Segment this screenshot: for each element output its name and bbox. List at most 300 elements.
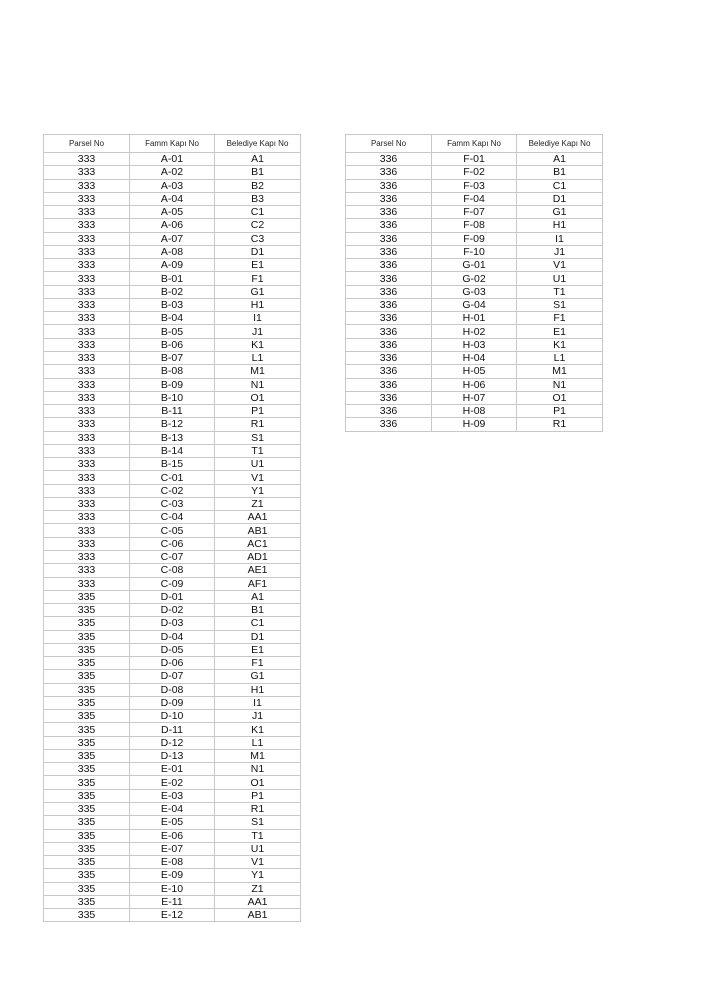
- famm-kapi-no-cell: D-07: [130, 670, 215, 683]
- famm-kapi-no-cell: D-02: [130, 604, 215, 617]
- belediye-kapi-no-cell: C1: [517, 179, 603, 192]
- famm-kapi-no-cell: D-09: [130, 696, 215, 709]
- table-row: [44, 298, 301, 311]
- famm-kapi-no-cell: D-10: [130, 710, 215, 723]
- belediye-kapi-no-cell: R1: [517, 418, 603, 431]
- belediye-kapi-no-cell: G1: [517, 206, 603, 219]
- table-row: [44, 842, 301, 855]
- header-parsel-no: Parsel No: [346, 135, 432, 153]
- table-row: [44, 643, 301, 656]
- famm-kapi-no-cell: C-06: [130, 537, 215, 550]
- belediye-kapi-no-cell: F1: [517, 312, 603, 325]
- table-row: [346, 206, 603, 219]
- table-row: [44, 458, 301, 471]
- parsel-no-cell: 336: [346, 245, 432, 258]
- parsel-no-cell: 336: [346, 418, 432, 431]
- famm-kapi-no-cell: B-10: [130, 391, 215, 404]
- belediye-kapi-no-cell: P1: [215, 405, 301, 418]
- table-row: [44, 630, 301, 643]
- parsel-no-cell: 335: [44, 895, 130, 908]
- parsel-no-cell: 336: [346, 378, 432, 391]
- parsel-no-cell: 333: [44, 338, 130, 351]
- famm-kapi-no-cell: F-07: [432, 206, 517, 219]
- belediye-kapi-no-cell: C2: [215, 219, 301, 232]
- famm-kapi-no-cell: F-08: [432, 219, 517, 232]
- belediye-kapi-no-cell: C1: [215, 206, 301, 219]
- belediye-kapi-no-cell: B1: [215, 166, 301, 179]
- belediye-kapi-no-cell: T1: [517, 285, 603, 298]
- table-row: [44, 245, 301, 258]
- famm-kapi-no-cell: F-03: [432, 179, 517, 192]
- famm-kapi-no-cell: E-10: [130, 882, 215, 895]
- table-row: [44, 325, 301, 338]
- famm-kapi-no-cell: B-08: [130, 365, 215, 378]
- table-row: [44, 272, 301, 285]
- famm-kapi-no-cell: B-15: [130, 458, 215, 471]
- famm-kapi-no-cell: B-05: [130, 325, 215, 338]
- belediye-kapi-no-cell: J1: [215, 325, 301, 338]
- parsel-no-cell: 336: [346, 338, 432, 351]
- famm-kapi-no-cell: A-01: [130, 153, 215, 166]
- belediye-kapi-no-cell: B1: [517, 166, 603, 179]
- table-row: [346, 351, 603, 364]
- famm-kapi-no-cell: H-06: [432, 378, 517, 391]
- parsel-no-cell: 336: [346, 259, 432, 272]
- famm-kapi-no-cell: C-08: [130, 564, 215, 577]
- famm-kapi-no-cell: A-09: [130, 259, 215, 272]
- famm-kapi-no-cell: B-09: [130, 378, 215, 391]
- belediye-kapi-no-cell: H1: [517, 219, 603, 232]
- table-row: [44, 471, 301, 484]
- table-row: [346, 153, 603, 166]
- belediye-kapi-no-cell: L1: [215, 351, 301, 364]
- table-row: [346, 259, 603, 272]
- belediye-kapi-no-cell: C1: [215, 617, 301, 630]
- belediye-kapi-no-cell: B2: [215, 179, 301, 192]
- famm-kapi-no-cell: G-01: [432, 259, 517, 272]
- famm-kapi-no-cell: D-13: [130, 749, 215, 762]
- header-famm-kapi-no: Famm Kapı No: [130, 135, 215, 153]
- belediye-kapi-no-cell: AE1: [215, 564, 301, 577]
- table-row: [44, 259, 301, 272]
- parsel-no-cell: 335: [44, 776, 130, 789]
- parsel-no-cell: 333: [44, 458, 130, 471]
- parsel-no-cell: 333: [44, 272, 130, 285]
- table-row: [346, 312, 603, 325]
- parsel-no-cell: 333: [44, 444, 130, 457]
- famm-kapi-no-cell: E-08: [130, 856, 215, 869]
- parsel-no-cell: 333: [44, 418, 130, 431]
- famm-kapi-no-cell: B-13: [130, 431, 215, 444]
- famm-kapi-no-cell: F-01: [432, 153, 517, 166]
- famm-kapi-no-cell: F-02: [432, 166, 517, 179]
- belediye-kapi-no-cell: R1: [215, 803, 301, 816]
- famm-kapi-no-cell: A-06: [130, 219, 215, 232]
- header-row: [346, 135, 603, 153]
- parsel-no-cell: 335: [44, 696, 130, 709]
- parsel-no-cell: 333: [44, 511, 130, 524]
- famm-kapi-no-cell: F-04: [432, 192, 517, 205]
- famm-kapi-no-cell: C-04: [130, 511, 215, 524]
- famm-kapi-no-cell: H-04: [432, 351, 517, 364]
- table-row: [44, 670, 301, 683]
- table-row: [44, 219, 301, 232]
- belediye-kapi-no-cell: K1: [517, 338, 603, 351]
- famm-kapi-no-cell: B-01: [130, 272, 215, 285]
- famm-kapi-no-cell: H-02: [432, 325, 517, 338]
- belediye-kapi-no-cell: V1: [215, 856, 301, 869]
- right-table-body: [346, 153, 603, 432]
- parsel-no-cell: 336: [346, 391, 432, 404]
- table-row: [346, 179, 603, 192]
- table-row: [346, 298, 603, 311]
- belediye-kapi-no-cell: I1: [215, 696, 301, 709]
- parsel-no-cell: 333: [44, 259, 130, 272]
- belediye-kapi-no-cell: A1: [517, 153, 603, 166]
- table-row: [44, 604, 301, 617]
- parsel-no-cell: 333: [44, 405, 130, 418]
- belediye-kapi-no-cell: N1: [215, 378, 301, 391]
- table-row: [346, 245, 603, 258]
- parsel-no-cell: 335: [44, 643, 130, 656]
- parsel-no-cell: 336: [346, 285, 432, 298]
- famm-kapi-no-cell: H-03: [432, 338, 517, 351]
- table-row: [346, 391, 603, 404]
- belediye-kapi-no-cell: E1: [215, 643, 301, 656]
- famm-kapi-no-cell: A-08: [130, 245, 215, 258]
- parsel-no-cell: 336: [346, 192, 432, 205]
- parsel-no-cell: 336: [346, 325, 432, 338]
- belediye-kapi-no-cell: N1: [215, 763, 301, 776]
- famm-kapi-no-cell: C-05: [130, 524, 215, 537]
- parsel-no-cell: 333: [44, 524, 130, 537]
- famm-kapi-no-cell: H-09: [432, 418, 517, 431]
- parsel-no-cell: 333: [44, 497, 130, 510]
- parsel-no-cell: 333: [44, 471, 130, 484]
- belediye-kapi-no-cell: T1: [215, 444, 301, 457]
- header-row: [44, 135, 301, 153]
- famm-kapi-no-cell: E-04: [130, 803, 215, 816]
- famm-kapi-no-cell: D-03: [130, 617, 215, 630]
- famm-kapi-no-cell: D-05: [130, 643, 215, 656]
- famm-kapi-no-cell: A-02: [130, 166, 215, 179]
- belediye-kapi-no-cell: Z1: [215, 882, 301, 895]
- belediye-kapi-no-cell: P1: [215, 789, 301, 802]
- table-row: [44, 590, 301, 603]
- parsel-no-cell: 336: [346, 365, 432, 378]
- belediye-kapi-no-cell: D1: [215, 630, 301, 643]
- parsel-no-cell: 333: [44, 219, 130, 232]
- table-row: [346, 365, 603, 378]
- famm-kapi-no-cell: E-11: [130, 895, 215, 908]
- belediye-kapi-no-cell: F1: [215, 657, 301, 670]
- parsel-no-cell: 333: [44, 153, 130, 166]
- table-row: [44, 803, 301, 816]
- table-row: [44, 484, 301, 497]
- table-row: [44, 378, 301, 391]
- parsel-no-cell: 335: [44, 816, 130, 829]
- belediye-kapi-no-cell: K1: [215, 723, 301, 736]
- belediye-kapi-no-cell: J1: [517, 245, 603, 258]
- table-row: [44, 816, 301, 829]
- famm-kapi-no-cell: E-03: [130, 789, 215, 802]
- parsel-no-cell: 335: [44, 789, 130, 802]
- table-row: [44, 338, 301, 351]
- table-row: [346, 219, 603, 232]
- parsel-no-cell: 335: [44, 829, 130, 842]
- famm-kapi-no-cell: H-01: [432, 312, 517, 325]
- table-row: [44, 444, 301, 457]
- famm-kapi-no-cell: E-02: [130, 776, 215, 789]
- parsel-no-cell: 335: [44, 803, 130, 816]
- belediye-kapi-no-cell: D1: [517, 192, 603, 205]
- table-row: [44, 749, 301, 762]
- belediye-kapi-no-cell: AD1: [215, 550, 301, 563]
- table-row: [346, 272, 603, 285]
- famm-kapi-no-cell: B-07: [130, 351, 215, 364]
- parsel-no-cell: 335: [44, 869, 130, 882]
- parsel-no-cell: 336: [346, 272, 432, 285]
- table-row: [44, 418, 301, 431]
- parsel-no-cell: 333: [44, 179, 130, 192]
- table-row: [346, 192, 603, 205]
- parsel-no-cell: 333: [44, 232, 130, 245]
- famm-kapi-no-cell: G-03: [432, 285, 517, 298]
- belediye-kapi-no-cell: S1: [215, 816, 301, 829]
- famm-kapi-no-cell: B-04: [130, 312, 215, 325]
- parsel-no-cell: 335: [44, 604, 130, 617]
- belediye-kapi-no-cell: Z1: [215, 497, 301, 510]
- famm-kapi-no-cell: H-07: [432, 391, 517, 404]
- belediye-kapi-no-cell: V1: [215, 471, 301, 484]
- famm-kapi-no-cell: D-08: [130, 683, 215, 696]
- belediye-kapi-no-cell: V1: [517, 259, 603, 272]
- parsel-no-cell: 336: [346, 351, 432, 364]
- parsel-no-cell: 336: [346, 153, 432, 166]
- parsel-no-cell: 335: [44, 617, 130, 630]
- belediye-kapi-no-cell: L1: [517, 351, 603, 364]
- header-belediye-kapi-no: Belediye Kapı No: [517, 135, 603, 153]
- belediye-kapi-no-cell: E1: [517, 325, 603, 338]
- parsel-no-cell: 333: [44, 245, 130, 258]
- famm-kapi-no-cell: A-05: [130, 206, 215, 219]
- table-row: [44, 577, 301, 590]
- famm-kapi-no-cell: E-12: [130, 909, 215, 922]
- table-row: [44, 789, 301, 802]
- belediye-kapi-no-cell: M1: [517, 365, 603, 378]
- parsel-no-cell: 333: [44, 564, 130, 577]
- parsel-no-cell: 333: [44, 285, 130, 298]
- famm-kapi-no-cell: C-03: [130, 497, 215, 510]
- famm-kapi-no-cell: D-12: [130, 736, 215, 749]
- famm-kapi-no-cell: D-11: [130, 723, 215, 736]
- parsel-no-cell: 335: [44, 630, 130, 643]
- famm-kapi-no-cell: C-02: [130, 484, 215, 497]
- famm-kapi-no-cell: E-06: [130, 829, 215, 842]
- parsel-no-cell: 335: [44, 842, 130, 855]
- belediye-kapi-no-cell: T1: [215, 829, 301, 842]
- table-row: [44, 736, 301, 749]
- famm-kapi-no-cell: B-06: [130, 338, 215, 351]
- famm-kapi-no-cell: F-10: [432, 245, 517, 258]
- famm-kapi-no-cell: B-12: [130, 418, 215, 431]
- belediye-kapi-no-cell: I1: [517, 232, 603, 245]
- table-row: [44, 895, 301, 908]
- table-row: [44, 763, 301, 776]
- belediye-kapi-no-cell: A1: [215, 590, 301, 603]
- parsel-no-cell: 333: [44, 166, 130, 179]
- belediye-kapi-no-cell: H1: [215, 683, 301, 696]
- parsel-no-cell: 333: [44, 206, 130, 219]
- belediye-kapi-no-cell: AF1: [215, 577, 301, 590]
- table-row: [44, 166, 301, 179]
- table-row: [44, 351, 301, 364]
- famm-kapi-no-cell: A-04: [130, 192, 215, 205]
- famm-kapi-no-cell: H-08: [432, 405, 517, 418]
- famm-kapi-no-cell: D-04: [130, 630, 215, 643]
- parsel-no-cell: 336: [346, 405, 432, 418]
- belediye-kapi-no-cell: K1: [215, 338, 301, 351]
- table-row: [346, 338, 603, 351]
- parsel-no-cell: 335: [44, 683, 130, 696]
- table-row: [44, 365, 301, 378]
- table-row: [44, 723, 301, 736]
- table-row: [44, 206, 301, 219]
- table-row: [346, 232, 603, 245]
- parsel-no-cell: 333: [44, 325, 130, 338]
- table-row: [346, 285, 603, 298]
- right-table: [345, 134, 603, 432]
- belediye-kapi-no-cell: M1: [215, 749, 301, 762]
- belediye-kapi-no-cell: B1: [215, 604, 301, 617]
- famm-kapi-no-cell: C-09: [130, 577, 215, 590]
- parsel-no-cell: 336: [346, 179, 432, 192]
- famm-kapi-no-cell: E-07: [130, 842, 215, 855]
- famm-kapi-no-cell: B-11: [130, 405, 215, 418]
- famm-kapi-no-cell: B-14: [130, 444, 215, 457]
- famm-kapi-no-cell: D-01: [130, 590, 215, 603]
- parsel-no-cell: 333: [44, 351, 130, 364]
- famm-kapi-no-cell: A-03: [130, 179, 215, 192]
- parsel-no-cell: 333: [44, 537, 130, 550]
- belediye-kapi-no-cell: Y1: [215, 484, 301, 497]
- parsel-no-cell: 335: [44, 736, 130, 749]
- belediye-kapi-no-cell: AA1: [215, 895, 301, 908]
- famm-kapi-no-cell: G-04: [432, 298, 517, 311]
- famm-kapi-no-cell: A-07: [130, 232, 215, 245]
- parsel-no-cell: 336: [346, 298, 432, 311]
- belediye-kapi-no-cell: R1: [215, 418, 301, 431]
- parsel-no-cell: 335: [44, 909, 130, 922]
- belediye-kapi-no-cell: J1: [215, 710, 301, 723]
- parsel-no-cell: 333: [44, 484, 130, 497]
- belediye-kapi-no-cell: I1: [215, 312, 301, 325]
- parsel-no-cell: 336: [346, 232, 432, 245]
- table-row: [44, 511, 301, 524]
- parsel-no-cell: 333: [44, 550, 130, 563]
- famm-kapi-no-cell: E-09: [130, 869, 215, 882]
- header-famm-kapi-no: Famm Kapı No: [432, 135, 517, 153]
- belediye-kapi-no-cell: P1: [517, 405, 603, 418]
- left-table-body: [44, 153, 301, 922]
- parsel-no-cell: 333: [44, 192, 130, 205]
- table-row: [44, 882, 301, 895]
- belediye-kapi-no-cell: G1: [215, 285, 301, 298]
- famm-kapi-no-cell: D-06: [130, 657, 215, 670]
- table-row: [44, 683, 301, 696]
- famm-kapi-no-cell: H-05: [432, 365, 517, 378]
- belediye-kapi-no-cell: G1: [215, 670, 301, 683]
- parsel-no-cell: 335: [44, 657, 130, 670]
- parsel-no-cell: 333: [44, 431, 130, 444]
- table-row: [44, 550, 301, 563]
- belediye-kapi-no-cell: D1: [215, 245, 301, 258]
- famm-kapi-no-cell: B-03: [130, 298, 215, 311]
- belediye-kapi-no-cell: E1: [215, 259, 301, 272]
- belediye-kapi-no-cell: AB1: [215, 909, 301, 922]
- table-row: [44, 179, 301, 192]
- table-row: [44, 909, 301, 922]
- belediye-kapi-no-cell: O1: [215, 391, 301, 404]
- table-row: [346, 325, 603, 338]
- belediye-kapi-no-cell: Y1: [215, 869, 301, 882]
- belediye-kapi-no-cell: H1: [215, 298, 301, 311]
- belediye-kapi-no-cell: U1: [215, 842, 301, 855]
- famm-kapi-no-cell: F-09: [432, 232, 517, 245]
- table-row: [44, 192, 301, 205]
- belediye-kapi-no-cell: S1: [517, 298, 603, 311]
- belediye-kapi-no-cell: C3: [215, 232, 301, 245]
- table-row: [44, 405, 301, 418]
- parsel-no-cell: 336: [346, 312, 432, 325]
- table-row: [346, 378, 603, 391]
- table-row: [44, 564, 301, 577]
- parsel-no-cell: 335: [44, 590, 130, 603]
- parsel-no-cell: 333: [44, 391, 130, 404]
- belediye-kapi-no-cell: F1: [215, 272, 301, 285]
- table-row: [44, 285, 301, 298]
- belediye-kapi-no-cell: N1: [517, 378, 603, 391]
- table-row: [44, 869, 301, 882]
- belediye-kapi-no-cell: B3: [215, 192, 301, 205]
- parsel-no-cell: 333: [44, 577, 130, 590]
- table-row: [44, 710, 301, 723]
- table-row: [44, 524, 301, 537]
- parsel-no-cell: 335: [44, 670, 130, 683]
- parsel-no-cell: 335: [44, 710, 130, 723]
- parsel-no-cell: 336: [346, 206, 432, 219]
- table-row: [44, 617, 301, 630]
- belediye-kapi-no-cell: O1: [215, 776, 301, 789]
- parsel-no-cell: 333: [44, 312, 130, 325]
- parsel-no-cell: 333: [44, 378, 130, 391]
- table-row: [44, 537, 301, 550]
- belediye-kapi-no-cell: M1: [215, 365, 301, 378]
- belediye-kapi-no-cell: O1: [517, 391, 603, 404]
- parsel-no-cell: 335: [44, 856, 130, 869]
- famm-kapi-no-cell: C-07: [130, 550, 215, 563]
- table-row: [44, 776, 301, 789]
- table-row: [44, 153, 301, 166]
- table-row: [44, 497, 301, 510]
- table-row: [44, 657, 301, 670]
- table-row: [44, 312, 301, 325]
- belediye-kapi-no-cell: AA1: [215, 511, 301, 524]
- table-row: [44, 232, 301, 245]
- header-belediye-kapi-no: Belediye Kapı No: [215, 135, 301, 153]
- parsel-no-cell: 336: [346, 166, 432, 179]
- famm-kapi-no-cell: G-02: [432, 272, 517, 285]
